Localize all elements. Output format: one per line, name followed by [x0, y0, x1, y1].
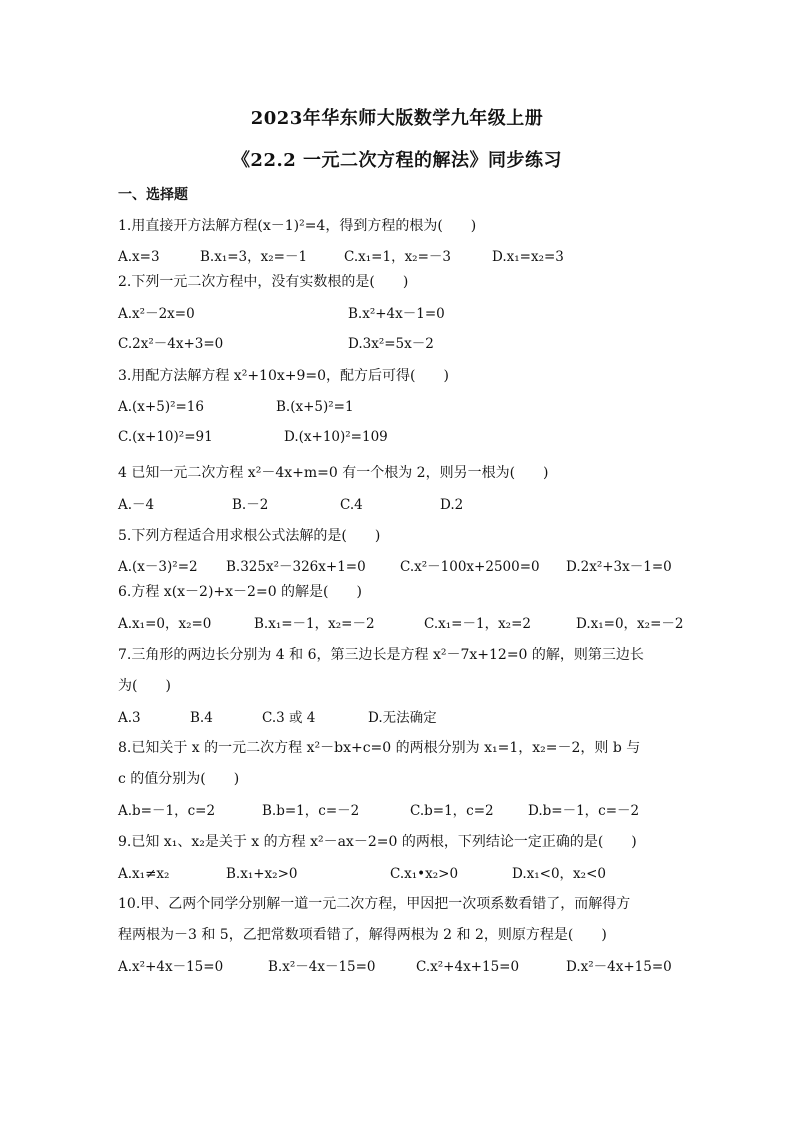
question-3-stem: 3.用配方法解方程 x²+10x+9=0，配方后可得( ) [118, 368, 449, 384]
question-3-option-a: A.(x+5)²=16 [118, 399, 204, 415]
question-6-option-a: A.x₁=0，x₂=0 [118, 616, 212, 632]
question-8-option-a: A.b=－1，c=2 [118, 803, 216, 819]
question-5-option-d: D.2x²+3x－1=0 [566, 559, 672, 575]
question-8-option-d: D.b=－1，c=－2 [528, 803, 640, 819]
question-4-option-c: C.4 [340, 497, 363, 513]
question-5-stem: 5.下列方程适合用求根公式法解的是( ) [118, 528, 381, 544]
question-7-option-b: B.4 [190, 710, 213, 726]
question-7-stem-line-1: 7.三角形的两边长分别为 4 和 6，第三边长是方程 x²－7x+12=0 的解，则第三边长 [118, 647, 644, 663]
question-5-option-a: A.(x－3)²=2 [118, 559, 198, 575]
question-2-option-b: B.x²+4x－1=0 [348, 306, 445, 322]
question-9-option-c: C.x₁•x₂>0 [390, 866, 459, 882]
question-10-stem-line-1: 10.甲、乙两个同学分别解一道一元二次方程，甲因把一次项系数看错了，而解得方 [118, 896, 631, 912]
question-8-option-b: B.b=1，c=－2 [262, 803, 360, 819]
question-6-option-c: C.x₁=－1，x₂=2 [424, 616, 531, 632]
question-2-option-c: C.2x²－4x+3=0 [118, 336, 224, 352]
question-6-stem: 6.方程 x(x－2)+x－2=0 的解是( ) [118, 584, 362, 600]
question-1-option-d: D.x₁=x₂=3 [492, 249, 564, 265]
question-2-stem: 2.下列一元二次方程中，没有实数根的是( ) [118, 274, 409, 290]
question-1-stem: 1.用直接开方法解方程(x－1)²=4，得到方程的根为( ) [118, 218, 477, 234]
question-2-option-a: A.x²－2x=0 [118, 306, 195, 322]
question-10-stem-line-2: 程两根为－3 和 5，乙把常数项看错了，解得两根为 2 和 2，则原方程是( ) [118, 927, 607, 943]
question-1-option-c: C.x₁=1，x₂=－3 [344, 249, 451, 265]
question-7-option-d: D.无法确定 [368, 710, 437, 726]
question-6-option-b: B.x₁=－1，x₂=－2 [254, 616, 375, 632]
document-title: 2023年华东师大版数学九年级上册 [250, 108, 544, 129]
question-9-option-a: A.x₁≠x₂ [118, 866, 170, 882]
question-5-option-b: B.325x²－326x+1=0 [226, 559, 366, 575]
question-1-option-b: B.x₁=3，x₂=－1 [200, 249, 308, 265]
question-3-option-c: C.(x+10)²=91 [118, 429, 213, 445]
question-5-option-c: C.x²－100x+2500=0 [400, 559, 540, 575]
question-8-stem-line-1: 8.已知关于 x 的一元二次方程 x²－bx+c=0 的两根分别为 x₁=1，x₂=－2，则 b 与 [118, 740, 641, 756]
question-4-option-a: A.－4 [118, 497, 155, 513]
question-4-option-d: D.2 [440, 497, 464, 513]
question-10-option-b: B.x²－4x－15=0 [268, 959, 376, 975]
question-7-option-c: C.3 或 4 [262, 710, 316, 726]
section-heading: 一、选择题 [118, 187, 188, 203]
question-4-option-b: B.－2 [232, 497, 269, 513]
question-9-option-b: B.x₁+x₂>0 [226, 866, 298, 882]
question-10-option-a: A.x²+4x－15=0 [118, 959, 224, 975]
question-7-option-a: A.3 [118, 710, 141, 726]
question-9-option-d: D.x₁<0，x₂<0 [512, 866, 606, 882]
question-10-option-c: C.x²+4x+15=0 [416, 959, 520, 975]
question-3-option-d: D.(x+10)²=109 [284, 429, 388, 445]
question-8-stem-line-2: c 的值分别为( ) [118, 771, 240, 787]
question-6-option-d: D.x₁=0，x₂=－2 [576, 616, 684, 632]
question-3-option-b: B.(x+5)²=1 [276, 399, 354, 415]
question-2-option-d: D.3x²=5x－2 [348, 336, 434, 352]
question-10-option-d: D.x²－4x+15=0 [566, 959, 672, 975]
question-9-stem: 9.已知 x₁、x₂是关于 x 的方程 x²－ax－2=0 的两根，下列结论一定正确的是( ) [118, 834, 637, 850]
question-1-option-a: A.x=3 [118, 249, 160, 265]
document-subtitle: 《22.2 一元二次方程的解法》同步练习 [231, 150, 563, 171]
question-8-option-c: C.b=1，c=2 [410, 803, 494, 819]
question-7-stem-line-2: 为( ) [118, 678, 171, 694]
question-4-stem: 4 已知一元二次方程 x²－4x+m=0 有一个根为 2，则另一根为( ) [118, 465, 549, 481]
